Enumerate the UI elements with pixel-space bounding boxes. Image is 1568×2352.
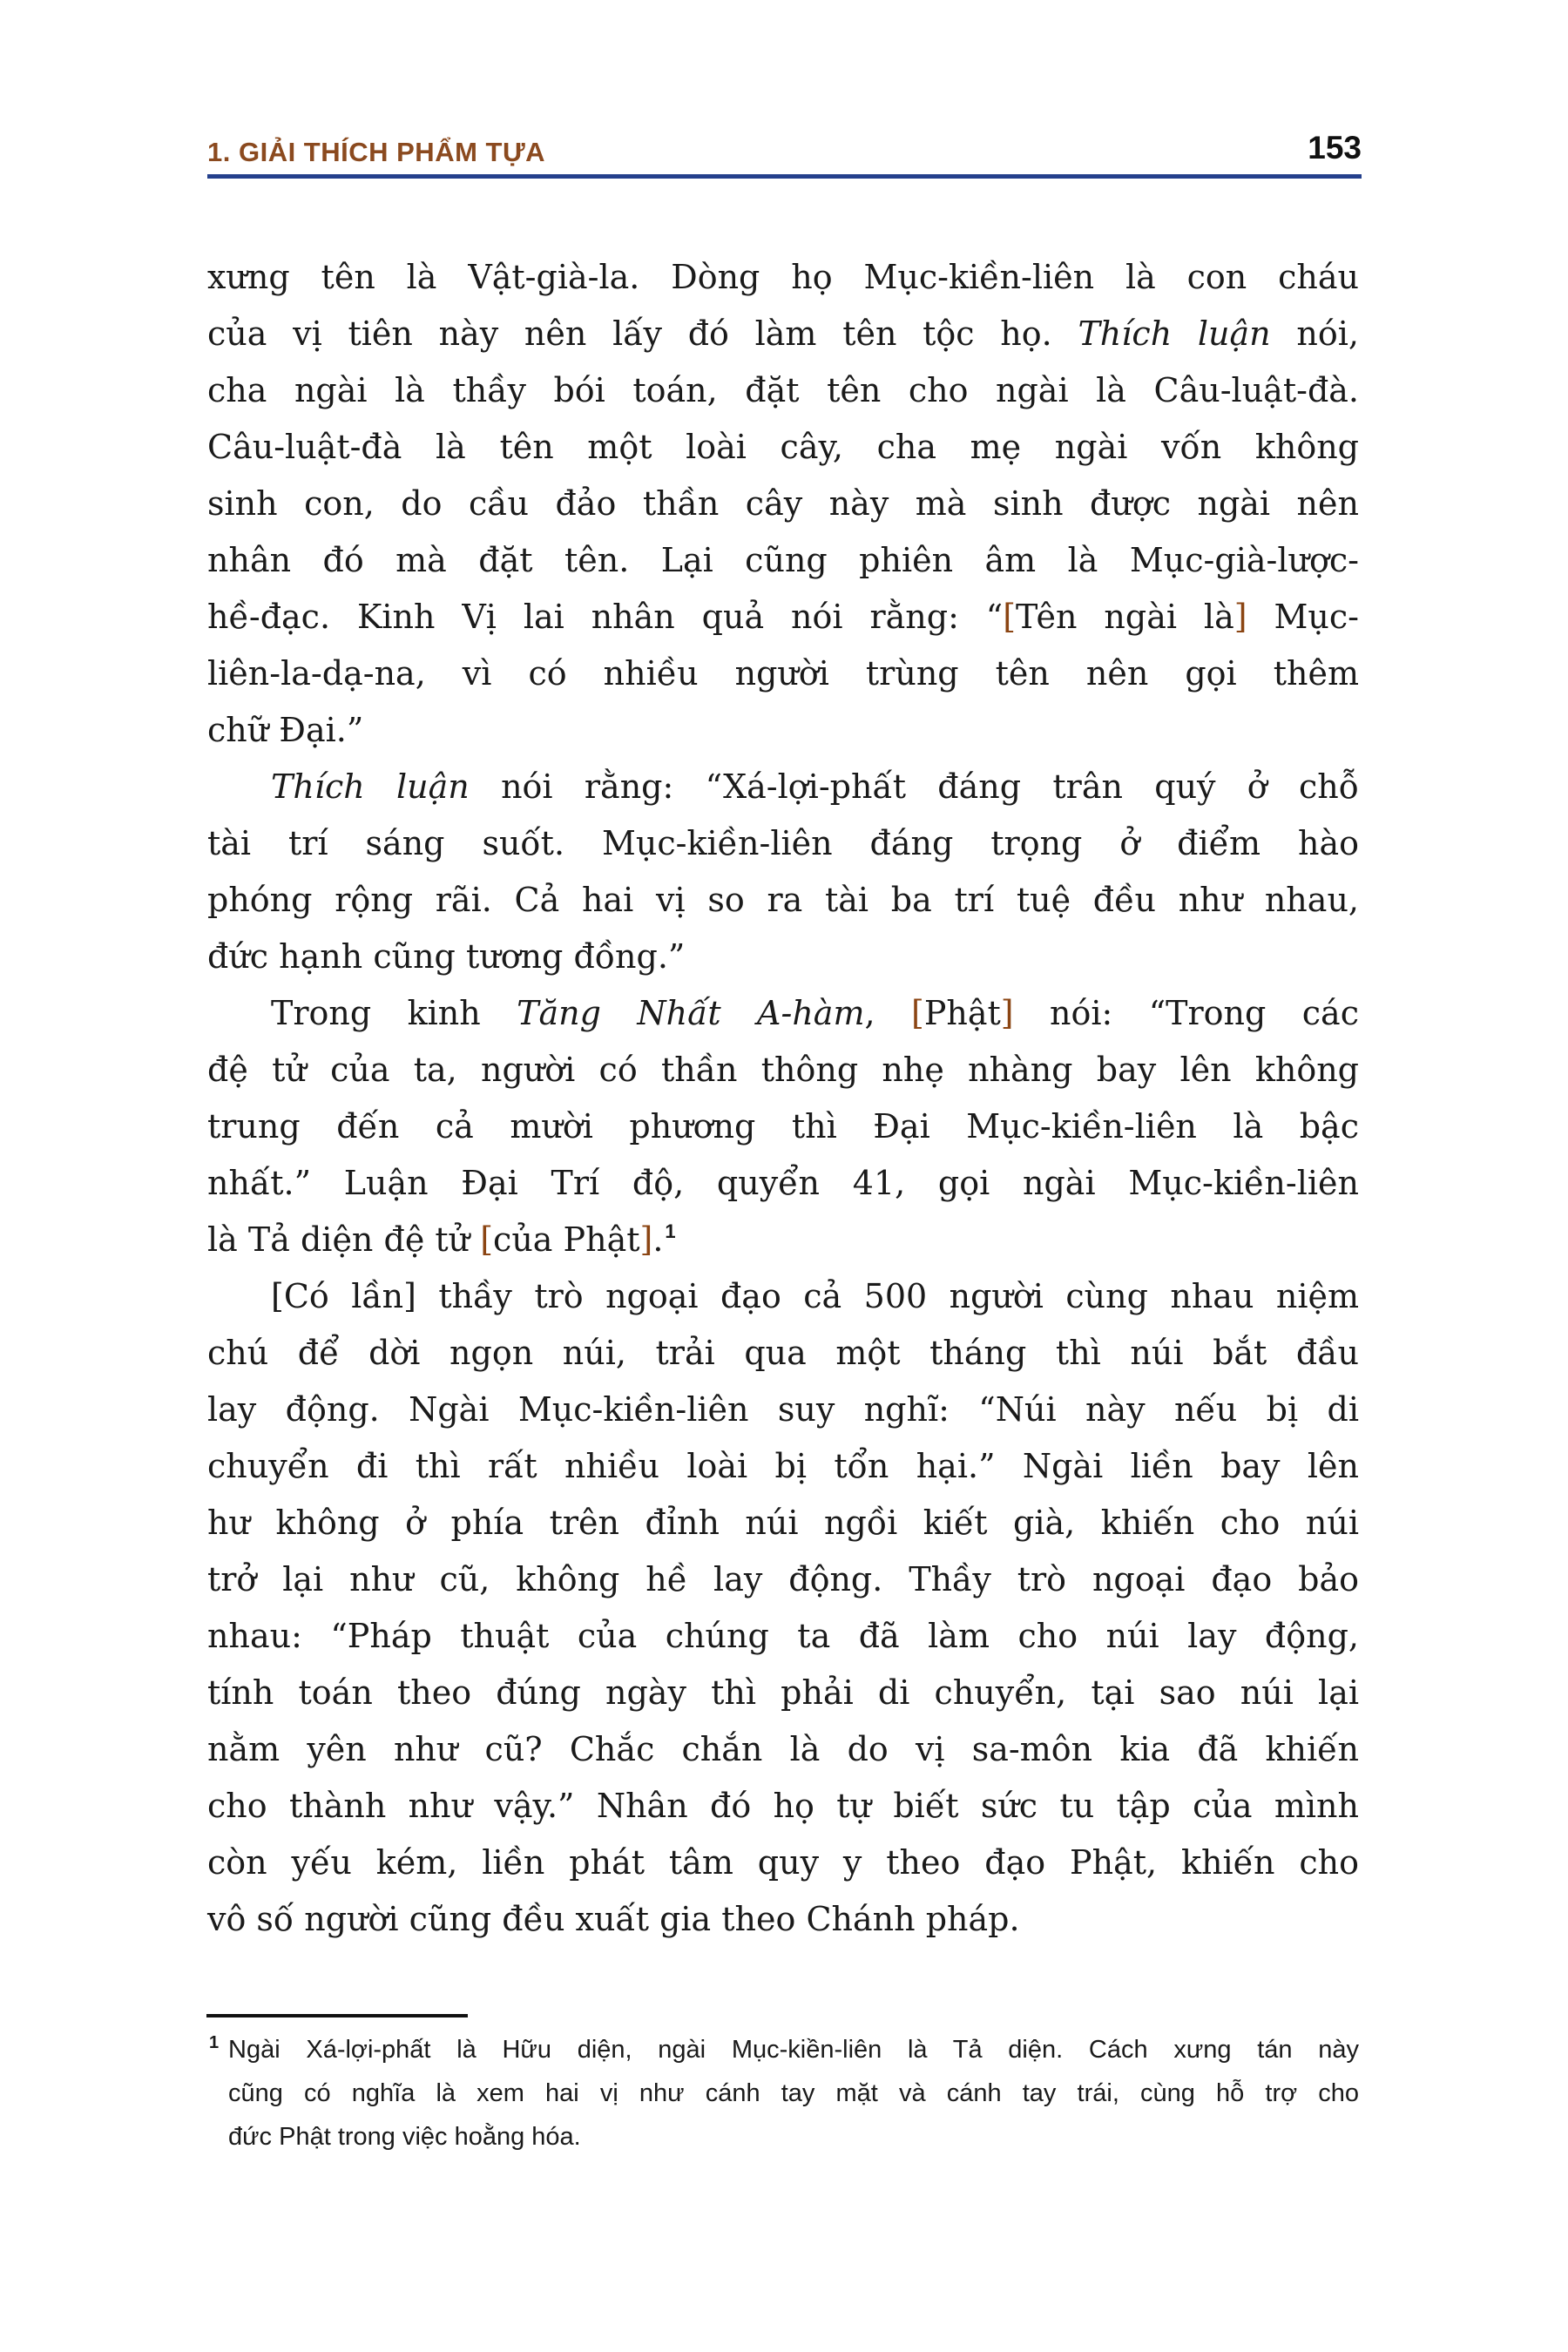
text-line [207,759,1359,815]
text-run: chữ Đại.” [207,711,364,749]
running-head [207,132,1362,167]
text-run: cho thành như vậy.” Nhân đó họ tự biết sức tu tập của mình [207,1787,1359,1825]
text-run: nói rằng: “Xá-lợi-phất đáng trân quý ở chỗ [469,767,1359,806]
text-run: xưng tên là Vật-già-la. Dòng họ Mục-kiền-liên là con cháu [207,258,1359,296]
text-run: . [652,1220,664,1259]
text-line [207,1721,1359,1778]
text-line [207,1891,1359,1948]
footnote-line: cũng có nghĩa là xem hai vị như cánh tay mặt và cánh tay trái, cùng hỗ trợ cho [228,2079,1359,2107]
editorial-bracket: ] [1000,994,1014,1032]
text-run: nhân đó mà đặt tên. Lại cũng phiên âm là Mục-già-lược- [207,541,1359,579]
text-run: , [864,994,911,1032]
text-line [207,1382,1359,1438]
text-line [207,645,1359,702]
text-line [207,929,1359,985]
text-run: là Tả diện đệ tử [207,1220,481,1259]
italic-title: Tăng Nhất A-hàm [517,994,865,1032]
text-run: Mục- [1247,598,1359,636]
text-run: Trong kinh [271,994,517,1032]
editorial-bracket: ] [1233,598,1247,636]
text-run: trở lại như cũ, không hề lay động. Thầy trò ngoại đạo bảo [207,1560,1359,1598]
text-run: của Phật [493,1220,640,1259]
text-line [207,362,1359,419]
footnote-rule [206,2014,468,2017]
text-line [207,1608,1359,1665]
text-run: phóng rộng rãi. Cả hai vị so ra tài ba trí tuệ đều như nhau, [207,881,1359,919]
italic-title: Thích luận [1078,314,1271,353]
text-run: cha ngài là thầy bói toán, đặt tên cho ngài là Câu-luật-đà. [207,371,1359,409]
footnote [207,2028,1359,2159]
paragraph [207,249,1359,759]
text-run: chú để dời ngọn núi, trải qua một tháng thì núi bắt đầu [207,1334,1359,1372]
text-run: trung đến cả mười phương thì Đại Mục-kiền-liên là bậc [207,1107,1359,1146]
paragraph [207,759,1359,985]
text-line [207,1778,1359,1835]
footnote-text [228,2028,1359,2159]
text-run: hề-đạc. Kinh Vị lai nhân quả nói rằng: “ [207,598,1004,636]
text-run: Câu-luật-đà là tên một loài cây, cha mẹ ngài vốn không [207,428,1359,466]
text-run: [Có lần] thầy trò ngoại đạo cả 500 người cùng nhau niệm [271,1277,1359,1315]
text-run: vô số người cũng đều xuất gia theo Chánh pháp. [207,1900,1020,1938]
paragraph [207,985,1359,1268]
text-line [207,872,1359,929]
editorial-bracket: ] [639,1220,653,1259]
text-line [207,985,1359,1042]
text-run: của vị tiên này nên lấy đó làm tên tộc họ. [207,314,1078,353]
text-line [207,249,1359,306]
text-line [207,476,1359,532]
text-line [207,532,1359,589]
text-run: hư không ở phía trên đỉnh núi ngồi kiết già, khiến cho núi [207,1504,1359,1542]
text-line [207,1042,1359,1098]
text-run: liên-la-dạ-na, vì có nhiều người trùng tên nên gọi thêm [207,654,1359,693]
text-run: tính toán theo đúng ngày thì phải di chuyển, tại sao núi lại [207,1673,1359,1712]
text-run: nói, [1270,314,1359,353]
text-run: Phật [923,994,1001,1032]
text-line [207,815,1359,872]
text-run: còn yếu kém, liền phát tâm quy y theo đạo Phật, khiến cho [207,1843,1359,1882]
text-line [207,702,1359,759]
editorial-bracket: [ [910,994,924,1032]
footnote-line: đức Phật trong việc hoằng hóa. [228,2123,581,2151]
text-run: nói: “Trong các [1013,994,1359,1032]
body-text [207,249,1359,1948]
header-rule [207,174,1362,179]
editorial-bracket: [ [480,1220,494,1259]
footnote-reference: 1 [665,1220,676,1242]
text-line [207,589,1359,645]
text-run: lay động. Ngài Mục-kiền-liên suy nghĩ: “Núi này nếu bị di [207,1390,1359,1429]
text-line [207,1098,1359,1155]
text-line [207,419,1359,476]
page-number: 153 [1308,130,1362,166]
paragraph [207,1268,1359,1948]
text-run: sinh con, do cầu đảo thần cây này mà sinh được ngài nên [207,484,1359,523]
text-run: nằm yên như cũ? Chắc chắn là do vị sa-môn kia đã khiến [207,1730,1359,1768]
text-line [207,1665,1359,1721]
text-line [207,306,1359,362]
text-line [207,1835,1359,1891]
text-line [207,1212,1359,1268]
italic-title: Thích luận [271,767,470,806]
text-line [207,1325,1359,1382]
text-run: đức hạnh cũng tương đồng.” [207,937,686,976]
editorial-bracket: [ [1003,598,1017,636]
chapter-title: 1. GIẢI THÍCH PHẨM TỰA [207,137,546,167]
text-line [207,1495,1359,1551]
footnote-line: Ngài Xá-lợi-phất là Hữu diện, ngài Mục-kiền-liên là Tả diện. Cách xưng tán này [228,2036,1359,2064]
text-line [207,1551,1359,1608]
text-line [207,1155,1359,1212]
text-line [207,1438,1359,1495]
text-run: Tên ngài là [1016,598,1234,636]
footnote-marker: 1 [209,2033,220,2052]
text-run: tài trí sáng suốt. Mục-kiền-liên đáng trọng ở điểm hào [207,824,1359,862]
text-line [207,1268,1359,1325]
text-run: nhất.” Luận Đại Trí độ, quyển 41, gọi ngài Mục-kiền-liên [207,1164,1359,1202]
text-run: chuyển đi thì rất nhiều loài bị tổn hại.” Ngài liền bay lên [207,1447,1359,1485]
text-run: đệ tử của ta, người có thần thông nhẹ nhàng bay lên không [207,1051,1359,1089]
text-run: nhau: “Pháp thuật của chúng ta đã làm cho núi lay động, [207,1617,1359,1655]
